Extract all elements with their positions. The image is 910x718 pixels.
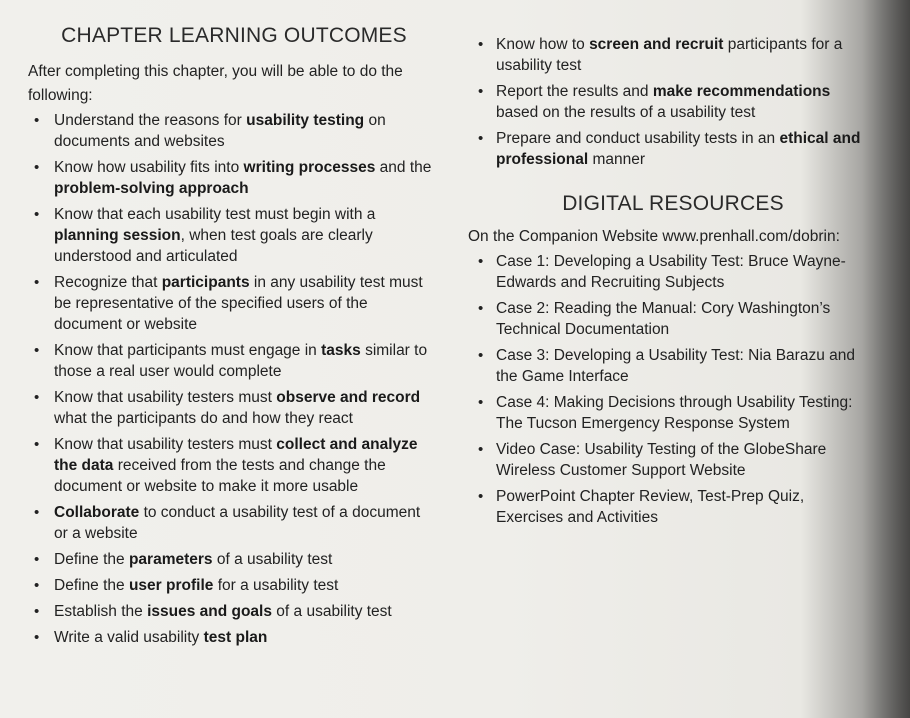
outcome-text: Write a valid usability [54,629,204,646]
outcome-text: in any usability test must be representative of the specified users of the document or website [54,274,423,333]
outcome-text: Know that each usability test must begin with a [54,206,376,223]
resource-text: Video Case: Usability Testing of the GlobeShare Wireless Customer Support Website [496,441,827,479]
outcome-text: for a usability test [213,577,339,594]
outcome-item [28,157,434,199]
bullet-icon: • [478,347,484,364]
outcome-keyword: test plan [203,629,268,646]
digital-resources-intro: On the Companion Website www.prenhall.com/dobrin: [468,228,840,245]
outcome-text: Know that usability testers must [54,436,277,453]
outcome-text: what the participants do and how they react [54,410,353,427]
outcome-keyword: planning session [54,227,181,244]
outcome-text: Know how usability fits into [54,159,244,176]
outcome-keyword: parameters [128,551,213,568]
learning-outcomes-list-continued [468,34,878,170]
outcome-item [28,627,434,648]
bullet-icon: • [34,342,40,359]
outcome-keyword: collect and analyze the data [54,436,418,474]
bullet-icon: • [478,253,484,270]
resource-item [468,439,868,481]
outcome-text: similar to those a real user would complete [54,342,428,380]
learning-outcomes-column [28,24,448,653]
bullet-icon: • [34,206,40,223]
resource-text: Case 1: Developing a Usability Test: Bruce Wayne-Edwards and Recruiting Subjects [496,253,846,291]
outcome-text: Establish the [54,603,148,620]
bullet-icon: • [478,488,484,505]
outcome-text: participants for a usability test [496,36,843,74]
outcome-item [28,575,434,596]
resource-text: Case 4: Making Decisions through Usability Testing: The Tucson Emergency Response System [496,394,853,432]
outcome-text: manner [588,151,646,168]
bullet-icon: • [478,441,484,458]
outcome-text: , when test goals are clearly understood and articulated [54,227,373,265]
learning-outcomes-heading: CHAPTER LEARNING OUTCOMES [61,24,407,47]
bullet-icon: • [34,274,40,291]
bullet-icon: • [34,159,40,176]
resource-text: PowerPoint Chapter Review, Test-Prep Quiz, Exercises and Activities [496,488,805,526]
bullet-icon: • [478,130,484,147]
resource-text: Case 3: Developing a Usability Test: Nia Barazu and the Game Interface [496,347,855,385]
bullet-icon: • [478,300,484,317]
outcome-keyword: tasks [321,342,361,359]
right-column [468,34,878,533]
bullet-icon: • [34,577,40,594]
outcome-item [28,387,434,429]
bullet-icon: • [34,112,40,129]
outcome-item [28,434,434,497]
outcome-keyword: user profile [128,577,214,594]
outcome-item [468,128,868,170]
bullet-icon: • [34,629,40,646]
outcome-keyword: make recommendations [652,83,831,100]
outcome-item [28,204,434,267]
outcome-item [28,340,434,382]
bullet-icon: • [478,83,484,100]
bullet-icon: • [34,603,40,620]
resource-item [468,251,868,293]
outcome-text: Report the results and [496,83,653,100]
outcome-keyword: screen and recruit [589,36,724,53]
outcome-item [28,502,434,544]
outcome-text: Understand the reasons for [54,112,247,129]
learning-outcomes-intro: After completing this chapter, you will be able to do the following: [28,63,403,104]
digital-resources-list [468,251,878,528]
outcome-text: of a usability test [212,551,333,568]
bullet-icon: • [34,551,40,568]
outcome-keyword: Collaborate [54,504,140,521]
outcome-text: Define the [54,551,129,568]
outcome-item [468,34,868,76]
outcome-item [28,601,434,622]
bullet-icon: • [478,36,484,53]
outcome-text: received from the tests and change the document or website to make it more usable [54,457,386,495]
outcome-text: Know that participants must engage in [54,342,322,359]
resource-item [468,486,868,528]
outcome-keyword: participants [161,274,250,291]
outcome-item [28,272,434,335]
outcome-text: on documents and websites [54,112,386,150]
learning-outcomes-list [28,110,448,648]
bullet-icon: • [34,389,40,406]
bullet-icon: • [34,504,40,521]
outcome-text: based on the results of a usability test [496,104,756,121]
outcome-text: to conduct a usability test of a document or a website [54,504,421,542]
outcome-item [468,81,868,123]
resource-item [468,298,868,340]
outcome-keyword: ethical and professional [496,130,861,168]
digital-resources-heading: DIGITAL RESOURCES [562,192,784,215]
resource-text: Case 2: Reading the Manual: Cory Washington’s Technical Documentation [496,300,831,338]
outcome-keyword: problem-solving approach [54,180,249,197]
outcome-text: and the [375,159,432,176]
outcome-text: Know how to [496,36,590,53]
outcome-keyword: observe and record [276,389,421,406]
outcome-item [28,110,434,152]
outcome-keyword: usability testing [246,112,365,129]
outcome-keyword: issues and goals [147,603,272,620]
outcome-text: Know that usability testers must [54,389,277,406]
resource-item [468,345,868,387]
outcome-text: Prepare and conduct usability tests in an [496,130,780,147]
bullet-icon: • [34,436,40,453]
outcome-text: Define the [54,577,129,594]
outcome-text: Recognize that [54,274,162,291]
resource-item [468,392,868,434]
outcome-item [28,549,434,570]
outcome-keyword: writing processes [243,159,376,176]
bullet-icon: • [478,394,484,411]
book-spine-shadow [862,0,910,718]
outcome-text: of a usability test [271,603,392,620]
